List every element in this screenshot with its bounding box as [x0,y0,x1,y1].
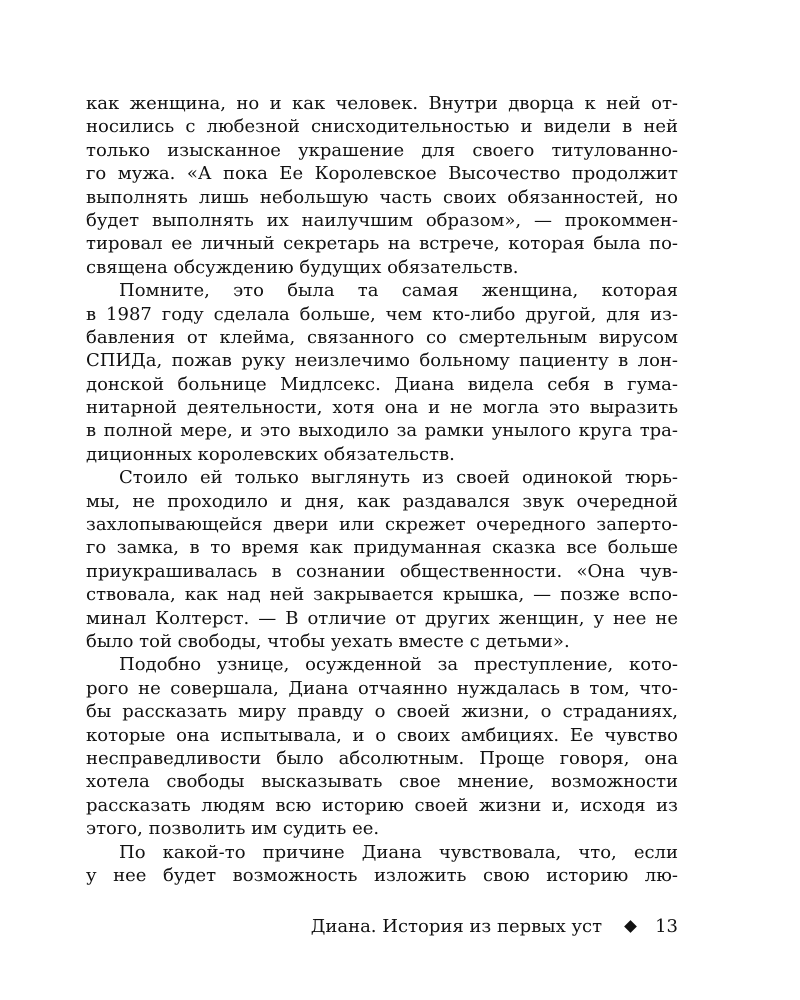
text-line: донской больнице Мидлсекс. Диана видела себя в гума- [86,373,678,395]
text-line: Стоило ей только выглянуть из своей одинокой тюрь- [119,467,678,489]
page-number: 13 [655,915,678,937]
text-line: Помните, это была та самая женщина, которая [119,280,678,302]
text-line: диционных королевских обязательств. [86,443,455,465]
text-line: рассказать людям всю историю своей жизни и, исходя из [86,794,678,816]
text-line: тировал ее личный секретарь на встрече, которая была по- [86,233,678,255]
text-line: как женщина, но и как человек. Внутри дворца к ней от- [86,93,678,114]
page-footer [86,911,678,941]
text-line: приукрашивалась в сознании общественности. «Она чув- [86,560,678,582]
text-line: хотела свободы высказывать свое мнение, возможности [86,771,678,793]
text-line: несправедливости было абсолютным. Проще говоря, она [86,747,678,769]
running-title: Диана. История из первых уст [310,915,603,937]
text-line: бы рассказать миру правду о своей жизни, о страданиях, [86,701,678,723]
text-line: минал Колтерст. — В отличие от других женщин, у нее не [86,607,678,629]
text-line: которые она испытывала, и о своих амбициях. Ее чувство [86,724,678,746]
text-line: Подобно узнице, осужденной за преступление, кото- [119,654,678,676]
text-line: носились с любезной снисходительностью и видели в ней [86,116,678,138]
text-line: этого, позволить им судить ее. [86,818,380,840]
text-line: рого не совершала, Диана отчаянно нуждалась в том, что- [86,677,678,699]
text-line: в 1987 году сделала больше, чем кто-либо другой, для из- [86,303,678,325]
text-line: захлопывающейся двери или скрежет очередного заперто- [86,514,678,536]
text-line: мы, не проходило и дня, как раздавался звук очередной [86,490,678,512]
text-line: нитарной деятельности, хотя она и не могла это выразить [86,397,678,419]
text-line: СПИДа, пожав руку неизлечимо больному пациенту в лон- [86,350,678,372]
text-line: го замка, в то время как придуманная сказка все больше [86,537,678,559]
text-line: По какой-то причине Диана чувствовала, что, если [119,841,678,863]
text-line: только изысканное украшение для своего титулованно- [86,139,678,161]
text-line: выполнять лишь небольшую часть своих обязанностей, но [86,186,678,208]
diamond-icon [624,920,637,933]
text-line: бавления от клейма, связанного со смертельным вирусом [86,326,678,348]
text-line: было той свободы, чтобы уехать вместе с детьми». [86,630,570,652]
page-body [86,92,678,887]
text-line: священа обсуждению будущих обязательств. [86,256,519,278]
text-line: у нее будет возможность изложить свою историю лю- [86,864,678,886]
text-line: будет выполнять их наилучшим образом», — прокоммен- [86,209,678,231]
text-line: ствовала, как над ней закрывается крышка, — позже вспо- [86,584,678,606]
text-line: го мужа. «А пока Ее Королевское Высочество продолжит [86,163,678,185]
text-line: в полной мере, и это выходило за рамки унылого круга тра- [86,420,678,442]
